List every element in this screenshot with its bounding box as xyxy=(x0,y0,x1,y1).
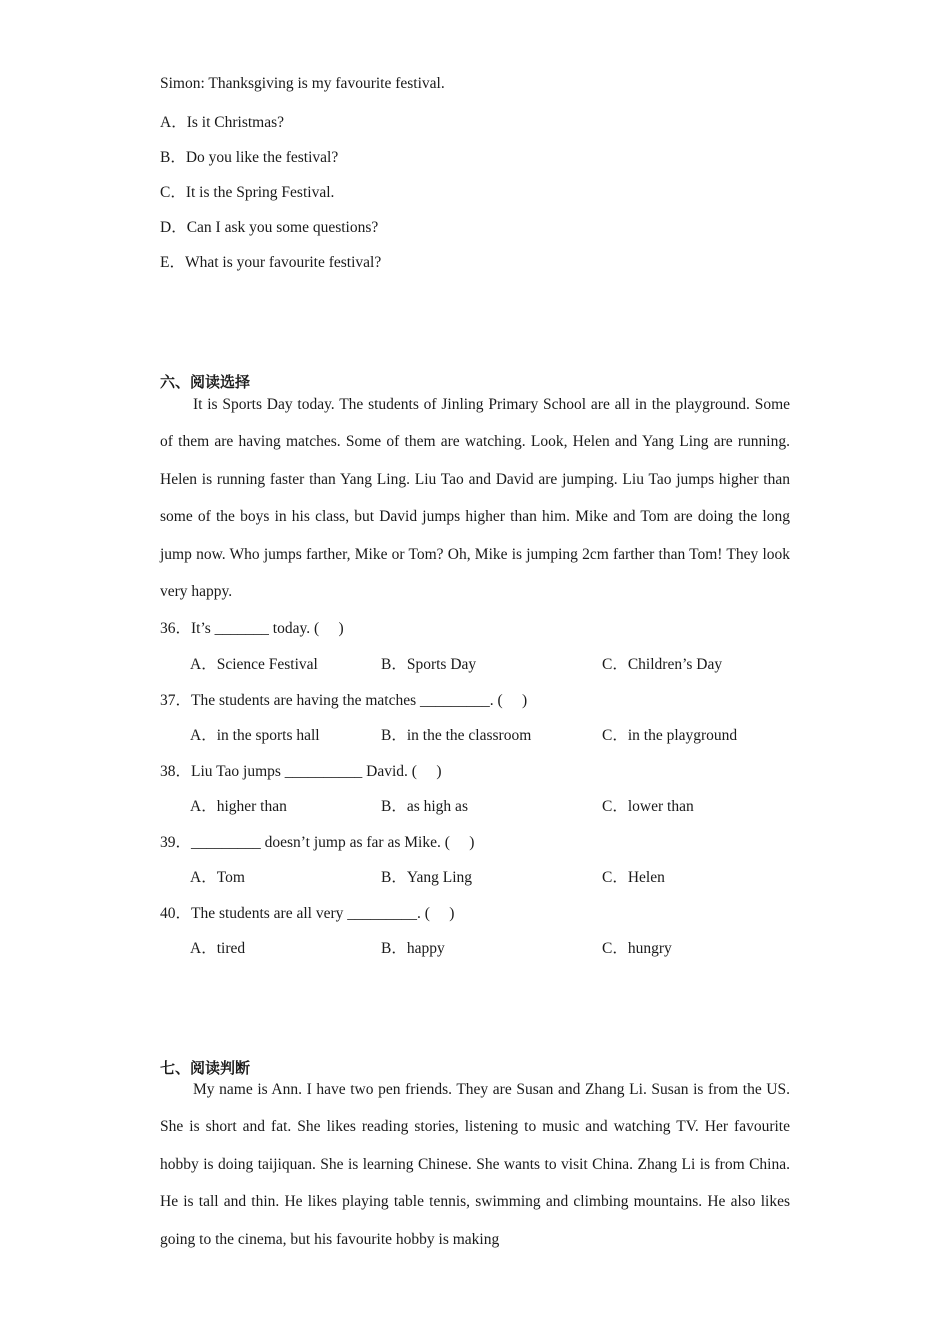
section-heading-reading-judgement: 七、阅读判断 xyxy=(160,1059,251,1077)
option-text: What is your favourite festival? xyxy=(184,254,382,271)
question-38: 38．Liu Tao jumps __________ David. ( ) xyxy=(160,763,442,780)
option-label: A． xyxy=(190,869,217,886)
option-label: B． xyxy=(381,940,407,957)
option-label: A． xyxy=(190,798,217,815)
option-label: A． xyxy=(190,940,217,957)
question-38-option-c xyxy=(602,794,694,816)
question-36-option-b xyxy=(381,652,476,674)
option-label: B． xyxy=(381,656,407,673)
option-label: C． xyxy=(160,184,186,201)
option-text: lower than xyxy=(627,798,694,815)
option-label: D． xyxy=(160,219,187,236)
question-40: 40．The students are all very _________. ( ) xyxy=(160,905,455,922)
option-text: Sports Day xyxy=(406,656,477,673)
option-label: A． xyxy=(160,114,187,131)
dialogue-option-d xyxy=(160,215,378,237)
question-39-option-b xyxy=(381,865,472,887)
option-text: It is the Spring Festival. xyxy=(185,184,335,201)
question-38-option-a xyxy=(190,794,287,816)
passage-text: It is Sports Day today. The students of Jinling Primary School are all in the playground. Some of them are having matches. Some of them are watching. Look, Helen and Yang Ling are running. Helen is running faster than Yang Ling. Liu Tao and David are jumping. Liu Tao jumps higher than some of the boys in his class, but David jumps higher than him. Mike and Tom are doing the long jump now. Who jumps farther, Mike or Tom? Oh, Mike is jumping 2cm farther than Tom! They look very happy. xyxy=(160,396,790,601)
option-text: Is it Christmas? xyxy=(186,114,285,131)
option-label: C． xyxy=(602,940,628,957)
question-39-option-a xyxy=(190,865,245,887)
reading-passage-sports-day xyxy=(160,386,790,610)
option-text: happy xyxy=(406,940,445,957)
option-label: C． xyxy=(602,798,628,815)
question-37: 37．The students are having the matches _________. ( ) xyxy=(160,692,528,709)
dialogue-option-a xyxy=(160,110,284,132)
question-39-option-c xyxy=(602,865,665,887)
option-label: B． xyxy=(160,149,186,166)
option-text: Children’s Day xyxy=(627,656,723,673)
question-37-option-b xyxy=(381,723,531,745)
dialogue-option-b xyxy=(160,145,338,167)
option-label: C． xyxy=(602,656,628,673)
option-label: B． xyxy=(381,869,407,886)
dialogue-option-c xyxy=(160,180,334,202)
reading-passage-pen-friends xyxy=(160,1071,790,1258)
dialogue-line: Simon: Thanksgiving is my favourite festival. xyxy=(160,75,445,92)
option-text: as high as xyxy=(406,798,468,815)
question-40-option-a xyxy=(190,936,245,958)
option-label: C． xyxy=(602,869,628,886)
passage-text: My name is Ann. I have two pen friends. They are Susan and Zhang Li. Susan is from the US. She is short and fat. She likes reading stories, listening to music and watching TV. Her favourite hobby is doing taijiquan. She is learning Chinese. She wants to visit China. Zhang Li is from China. He is tall and thin. He likes playing table tennis, swimming and climbing mountains. He also likes going to the cinema, but his favourite hobby is making xyxy=(160,1081,790,1248)
option-label: C． xyxy=(602,727,628,744)
option-text: higher than xyxy=(216,798,287,815)
option-text: Do you like the festival? xyxy=(185,149,339,166)
option-text: in the sports hall xyxy=(216,727,320,744)
option-label: B． xyxy=(381,727,407,744)
question-36-option-a xyxy=(190,652,318,674)
option-text: in the the classroom xyxy=(406,727,532,744)
option-text: Yang Ling xyxy=(406,869,473,886)
question-40-option-c xyxy=(602,936,672,958)
dialogue-option-e xyxy=(160,250,381,272)
option-label: E． xyxy=(160,254,185,271)
option-text: in the playground xyxy=(627,727,738,744)
question-37-option-c xyxy=(602,723,737,745)
question-37-option-a xyxy=(190,723,320,745)
question-38-option-b xyxy=(381,794,468,816)
option-text: Can I ask you some questions? xyxy=(186,219,379,236)
option-text: tired xyxy=(216,940,246,957)
question-40-option-b xyxy=(381,936,445,958)
option-label: A． xyxy=(190,656,217,673)
option-text: hungry xyxy=(627,940,672,957)
option-text: Tom xyxy=(216,869,245,886)
question-39: 39．_________ doesn’t jump as far as Mike. ( ) xyxy=(160,834,475,851)
option-label: B． xyxy=(381,798,407,815)
question-36-option-c xyxy=(602,652,722,674)
option-text: Helen xyxy=(627,869,665,886)
question-36: 36．It’s _______ today. ( ) xyxy=(160,620,344,637)
section-heading-reading-choice: 六、阅读选择 xyxy=(160,373,251,391)
option-text: Science Festival xyxy=(216,656,318,673)
option-label: A． xyxy=(190,727,217,744)
